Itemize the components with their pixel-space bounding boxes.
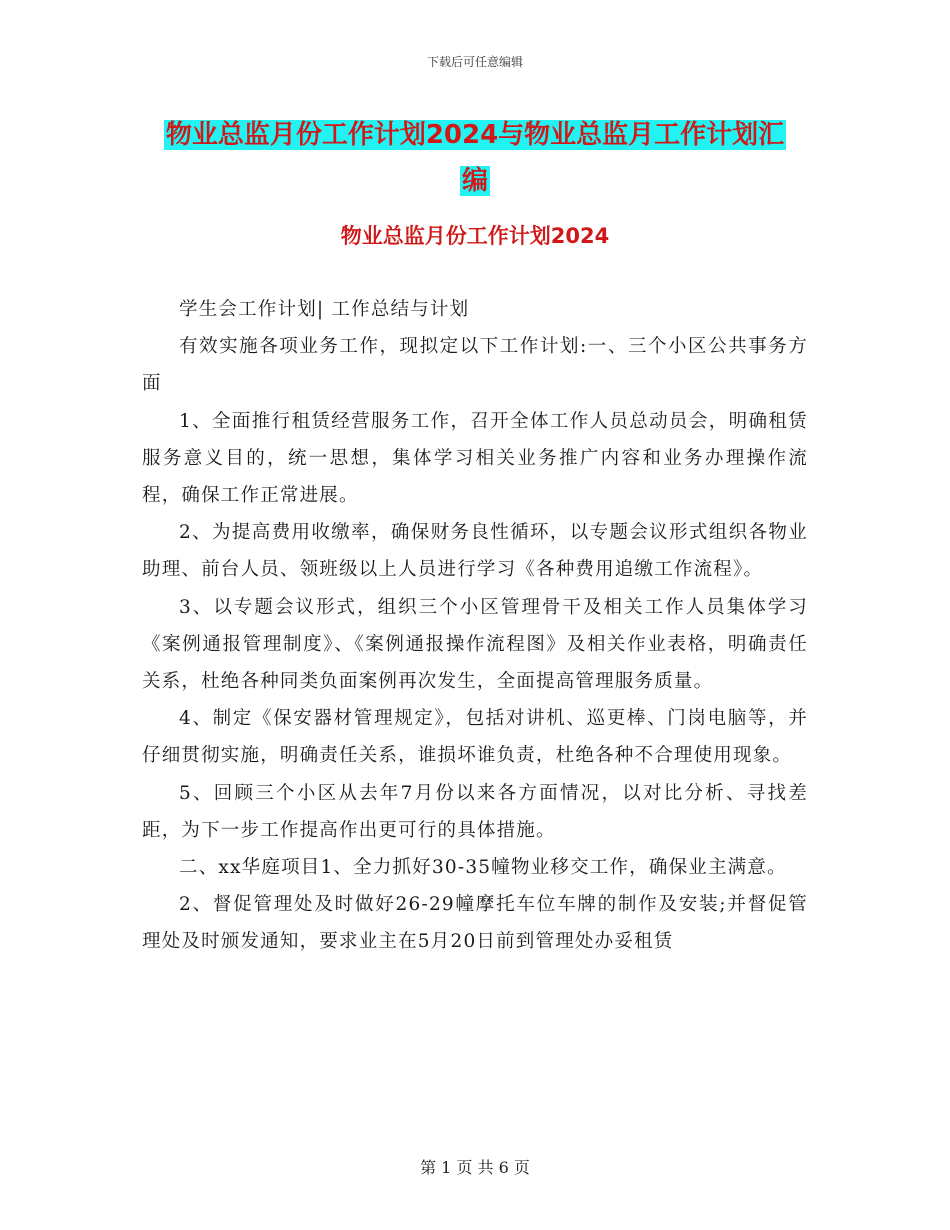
page-number-footer: 第 1 页 共 6 页 [420,1158,530,1177]
paragraph: 5、回顾三个小区从去年7月份以来各方面情况，以对比分析、寻找差距，为下一步工作提高作出更可行的具体措施。 [142,782,808,841]
paragraph: 二、xx华庭项目1、全力抓好30-35幢物业移交工作，确保业主满意。 [179,857,787,879]
paragraph: 4、制定《保安器材管理规定》，包括对讲机、巡更棒、门岗电脑等，并仔细贯彻实施，明确责任关系，谁损坏谁负责，杜绝各种不合理使用现象。 [142,708,808,767]
document-title-line-2: 编 [461,166,488,196]
paragraph: 1、全面推行租赁经营服务工作，召开全体工作人员总动员会，明确租赁服务意义目的，统一思想，集体学习相关业务推广内容和业务办理操作流程，确保工作正常进展。 [142,410,808,507]
paragraph: 有效实施各项业务工作，现拟定以下工作计划:一、三个小区公共事务方面 [142,336,808,395]
document-title [140,112,810,204]
paragraph: 3、以专题会议形式，组织三个小区管理骨干及相关工作人员集体学习《案例通报管理制度》、《案例通报操作流程图》及相关作业表格，明确责任关系，杜绝各种同类负面案例再次发生，全面提高管理服务质量。 [142,596,808,693]
paragraph: 2、督促管理处及时做好26-29幢摩托车位车牌的制作及安装;并督促管理处及时颁发通知，要求业主在5月20日前到管理处办妥租赁 [142,894,808,953]
header-note: 下载后可任意编辑 [426,55,523,69]
document-title-line-1: 物业总监月份工作计划2024与物业总监月工作计划汇 [165,120,785,150]
section-title: 物业总监月份工作计划2024 [340,224,610,248]
paragraph: 学生会工作计划| 工作总结与计划 [179,299,470,320]
paragraph: 2、为提高费用收缴率，确保财务良性循环，以专题会议形式组织各物业助理、前台人员、领班级以上人员进行学习《各种费用追缴工作流程》。 [142,522,808,581]
body-text [142,291,808,961]
